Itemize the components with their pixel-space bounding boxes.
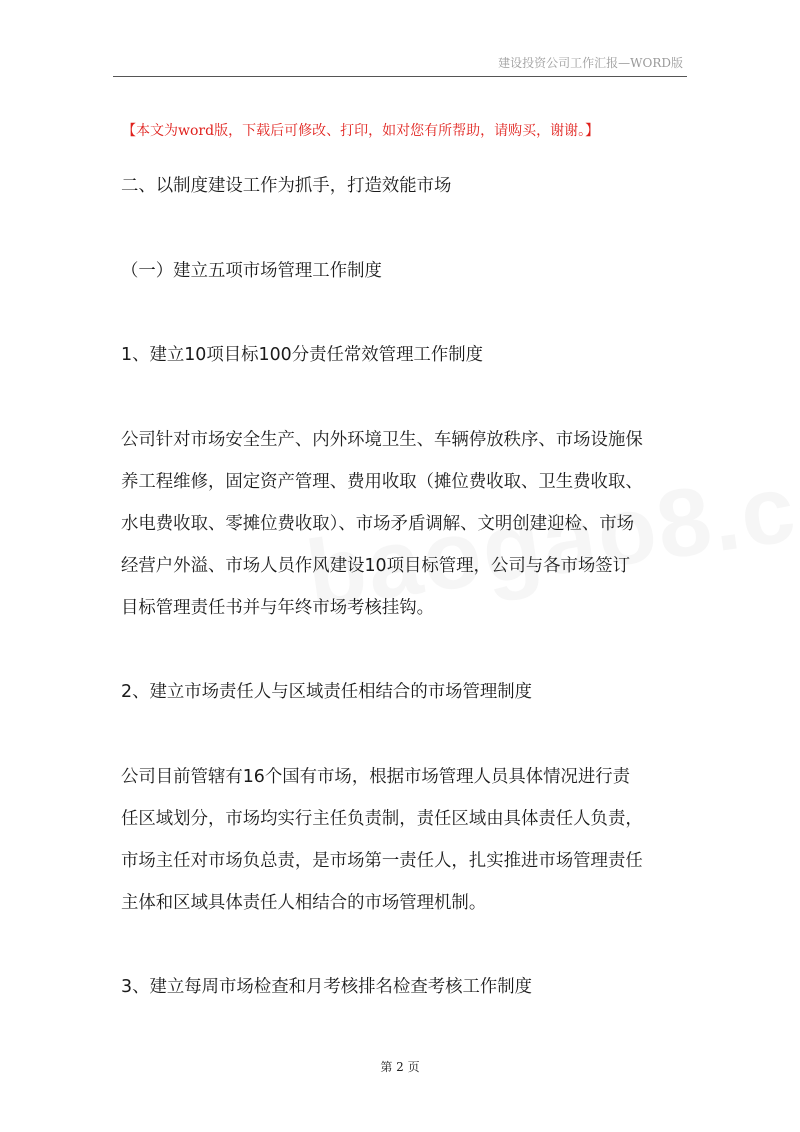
header-rule: [113, 76, 687, 77]
item-1-title: 1、建立10项目标100分责任常效管理工作制度: [121, 345, 484, 365]
section-heading: 二、以制度建设工作为抓手，打造效能市场: [121, 176, 452, 196]
paragraph-line: 水电费收取、零摊位费收取）、市场矛盾调解、文明创建迎检、市场: [121, 514, 635, 534]
item-3-title: 3、建立每周市场检查和月考核排名检查考核工作制度: [121, 977, 533, 997]
paragraph-line: 主体和区域具体责任人相结合的市场管理机制。: [121, 893, 487, 913]
item-2-title: 2、建立市场责任人与区域责任相结合的市场管理制度: [121, 682, 533, 702]
running-header: 建设投资公司工作汇报—WORD版: [498, 56, 683, 70]
paragraph-line: 公司目前管辖有16个国有市场，根据市场管理人员具体情况进行责: [121, 767, 631, 787]
subsection-heading: （一）建立五项市场管理工作制度: [121, 261, 382, 281]
paragraph-line: 养工程维修，固定资产管理、费用收取（摊位费收取、卫生费收取、: [121, 472, 643, 492]
paragraph-line: 任区域划分，市场均实行主任负责制，责任区域由具体责任人负责，: [121, 809, 643, 829]
paragraph-line: 市场主任对市场负总责，是市场第一责任人，扎实推进市场管理责任: [121, 851, 643, 871]
paragraph-line: 经营户外溢、市场人员作风建设10项目标管理，公司与各市场签订: [121, 556, 631, 576]
page-number: 第 2 页: [380, 1060, 420, 1074]
paragraph-line: 目标管理责任书并与年终市场考核挂钩。: [121, 598, 435, 618]
purchase-notice: 【本文为word版，下载后可修改、打印，如对您有所帮助，请购买，谢谢。】: [122, 123, 600, 139]
paragraph-line: 公司针对市场安全生产、内外环境卫生、车辆停放秩序、市场设施保: [121, 430, 643, 450]
